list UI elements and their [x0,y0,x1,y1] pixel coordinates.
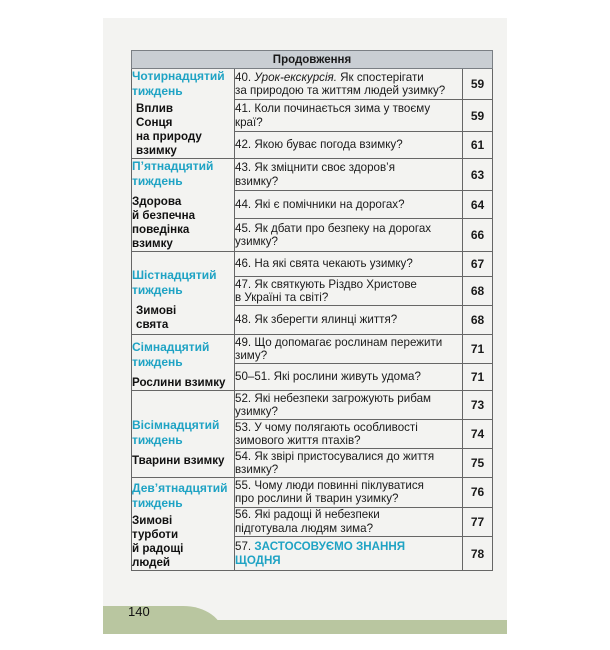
page-ref: 71 [463,364,493,391]
week-theme: Зимові турботи й радощі людей [132,514,184,569]
table-header: Продовження [132,51,493,69]
week-title: тиждень [132,174,183,188]
week-cell [132,478,235,571]
page-ref: 66 [463,219,493,252]
week-cell [132,252,235,335]
page-number: 140 [128,604,150,619]
lesson-title: 41. Коли починається зима у твоєму краї? [235,100,463,131]
page-ref: 68 [463,306,493,335]
week-cell [132,159,235,252]
lesson-title: 57. ЗАСТОСОВУЄМО ЗНАННЯ ЩОДНЯ [235,537,463,571]
page-ref: 59 [463,100,493,131]
page-bottom-band [103,620,507,634]
week-theme: Зимові свята [136,304,177,331]
lesson-title: 40. Урок-екскурсія. Як спостерігати за природою та життям людей узимку? [235,69,463,100]
page-ref: 75 [463,449,493,478]
page-ref: 77 [463,507,493,537]
page-ref: 68 [463,277,493,306]
page-ref: 64 [463,191,493,219]
week-title: тиждень [132,355,183,369]
week-title: тиждень [132,84,183,98]
table-row [132,252,493,277]
lesson-title: 44. Які є помічники на дорогах? [235,191,463,219]
week-title: Шістнадцятий [132,268,217,282]
lesson-title: 52. Які небезпеки загрожують рибам узимку? [235,391,463,420]
week-theme: Вплив Сонця на природу взимку [136,102,202,157]
page-ref: 61 [463,131,493,158]
lesson-title: 45. Як дбати про безпеку на дорогах узимку? [235,219,463,252]
lesson-title: 55. Чому люди повинні піклуватися про рослини й тварин узимку? [235,478,463,508]
page-ref: 73 [463,391,493,420]
week-title: тиждень [132,496,183,510]
week-cell [132,69,235,159]
week-title: Сімнадцятий [132,340,210,354]
week-theme: Здорова й безпечна поведінка взимку [132,195,196,250]
table-row [132,69,493,100]
lesson-title: 46. На які свята чекають узимку? [235,252,463,277]
table-row [132,478,493,508]
week-title: Дев’ятнадцятий [132,481,228,495]
page-ref: 78 [463,537,493,571]
page-ref: 74 [463,420,493,449]
page-ref: 63 [463,159,493,191]
week-theme: Рослини взимку [132,376,226,389]
lesson-title: 49. Що допомагає рослинам пережити зиму? [235,335,463,364]
lesson-title: 43. Як зміцнити своє здоров’я взимку? [235,159,463,191]
week-title: тиждень [132,283,183,297]
table-row [132,159,493,191]
lesson-title: 47. Як святкують Різдво Христове в Україні та світі? [235,277,463,306]
lesson-title: 50–51. Які рослини живуть удома? [235,364,463,391]
week-cell [132,335,235,391]
lesson-title: 53. У чому полягають особливості зимового життя птахів? [235,420,463,449]
lesson-title: 48. Як зберегти ялинці життя? [235,306,463,335]
contents-table [131,50,493,571]
page-ref: 59 [463,69,493,100]
table-row [132,335,493,364]
week-title: тиждень [132,433,183,447]
week-title: Чотирнадцятий [132,69,225,83]
table-header-row [132,51,493,69]
week-theme: Тварини взимку [132,454,225,467]
week-title: Вісімнадцятий [132,418,220,432]
page-ref: 71 [463,335,493,364]
week-cell [132,391,235,478]
lesson-title: 42. Якою буває погода взимку? [235,131,463,158]
table-row [132,391,493,420]
lesson-title: 56. Які радощі й небезпеки підготувала людям зима? [235,507,463,537]
week-title: П’ятнадцятий [132,159,214,173]
page-ref: 76 [463,478,493,508]
lesson-title: 54. Як звірі пристосувалися до життя взимку? [235,449,463,478]
page-ref: 67 [463,252,493,277]
